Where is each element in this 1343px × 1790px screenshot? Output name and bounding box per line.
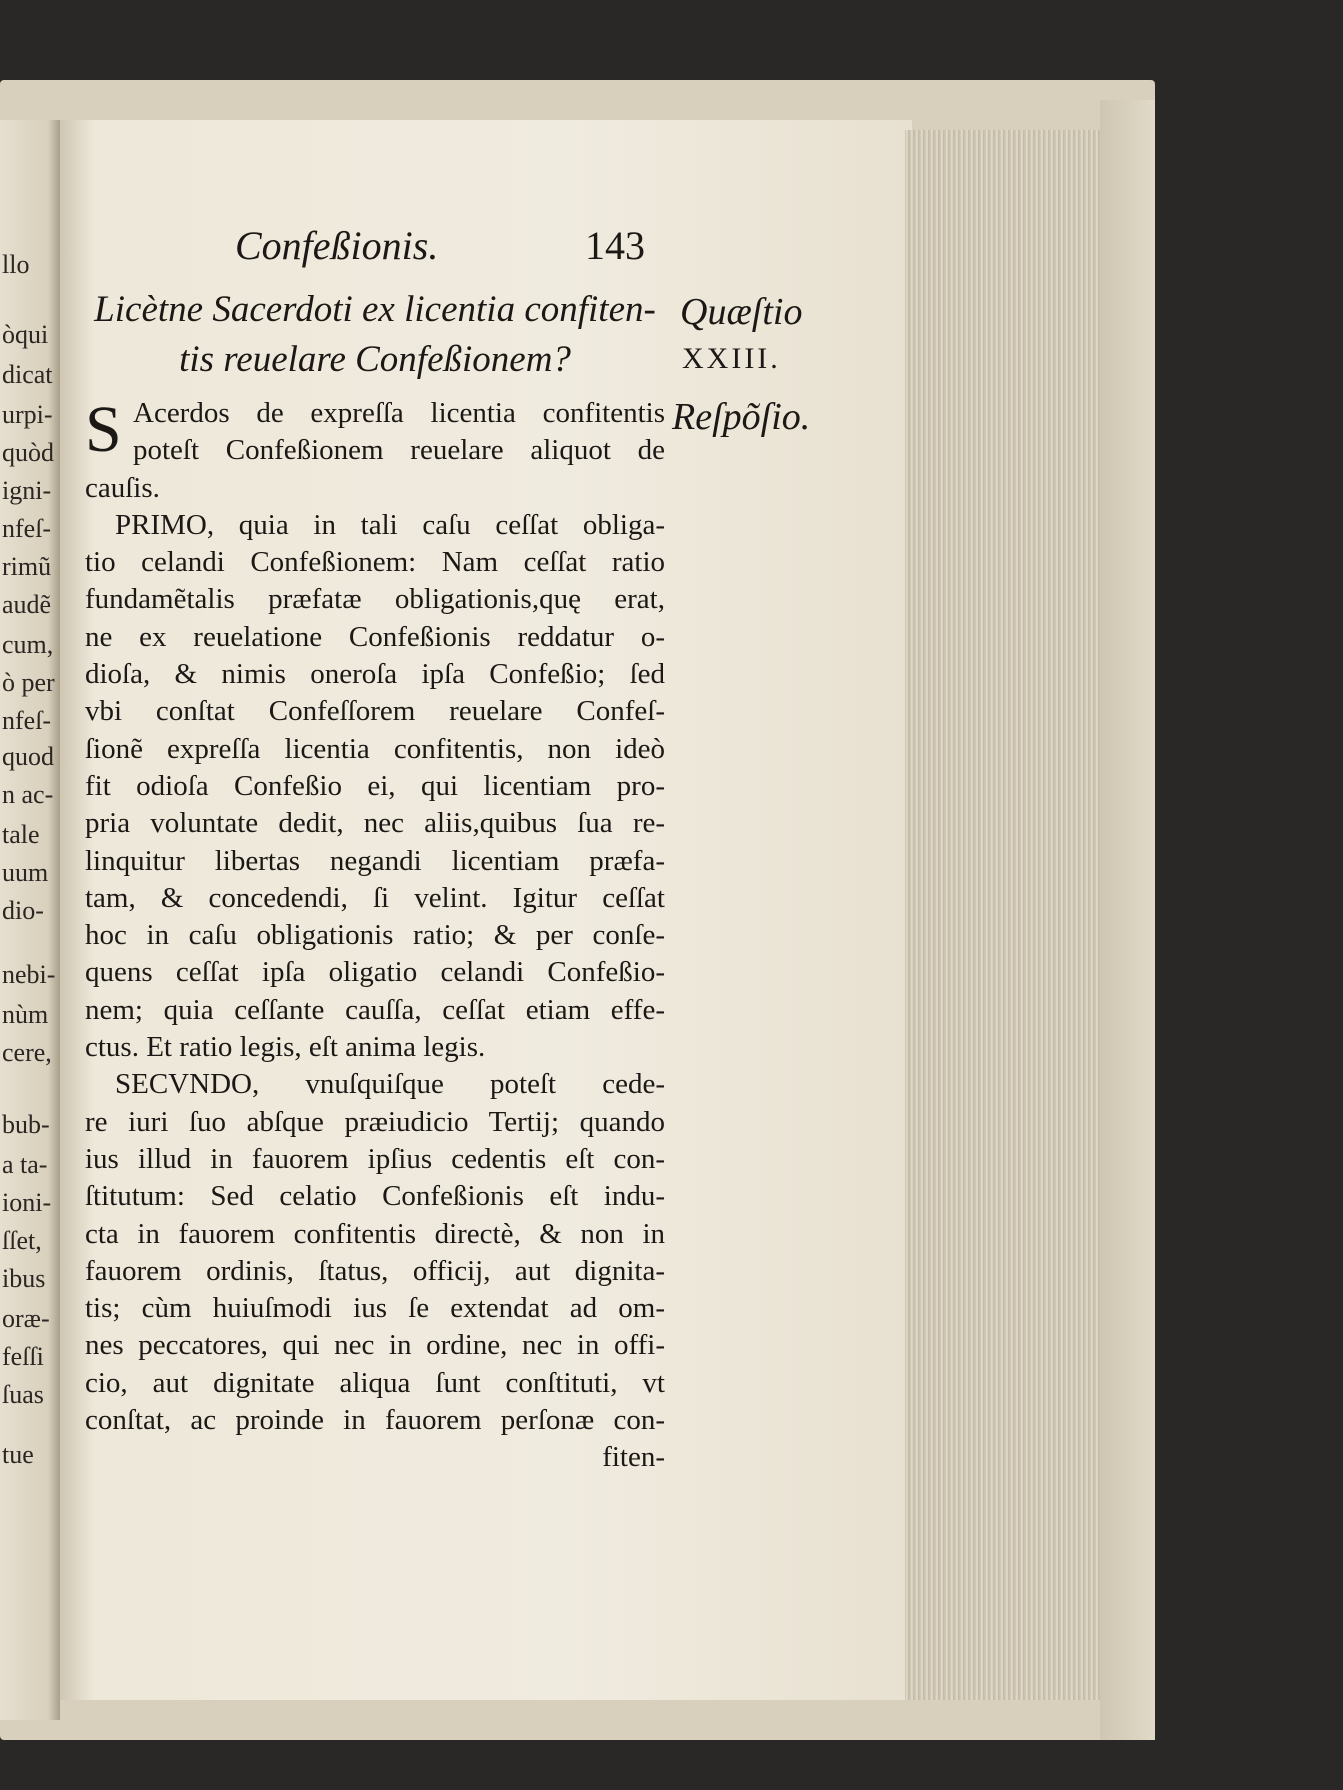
left-page-fragment: quod	[2, 742, 54, 771]
text-line: cta in fauorem confitentis directè, & non in	[85, 1217, 665, 1250]
margin-question-number: XXIII.	[682, 342, 781, 375]
text-line: pria voluntate dedit, nec aliis,quibus ſua re-	[85, 807, 665, 840]
left-page-fragment: n ac-	[2, 780, 54, 809]
left-page-fragment: bub-	[2, 1110, 50, 1139]
text-line: poteſt Confeßionem reuelare aliquot de	[133, 434, 665, 467]
left-page-fragment: urpi-	[2, 400, 53, 429]
text-line: PRIMO, quia in tali caſu ceſſat obliga-	[115, 508, 665, 541]
page-number: 143	[585, 223, 645, 268]
text-line: dioſa, & nimis oneroſa ipſa Confeßio; ſed	[85, 658, 665, 691]
left-page-fragment: rimũ	[2, 552, 52, 581]
text-line: re iuri ſuo abſque præiudicio Tertij; quando	[85, 1105, 665, 1138]
text-line: tis; cùm huiuſmodi ius ſe extendat ad om-	[85, 1292, 665, 1325]
left-page-fragment: òqui	[2, 320, 49, 349]
vellum-cover	[1100, 100, 1155, 1740]
left-page-fragment: cum,	[2, 630, 54, 659]
text-line: ne ex reuelatione Confeßionis reddatur o-	[85, 620, 665, 653]
left-page-fragment: ioni-	[2, 1188, 52, 1217]
text-line: vbi conſtat Confeſſorem reuelare Confeſ-	[85, 695, 665, 728]
text-line: conſtat, ac proinde in fauorem perſonæ con-	[85, 1404, 665, 1437]
question-title-line: Licètne Sacerdoti ex licentia confiten-	[94, 289, 656, 330]
text-line: hoc in caſu obligationis ratio; & per conſe-	[85, 919, 665, 952]
left-page-fragment: oræ-	[2, 1304, 50, 1333]
catchword: fiten-	[602, 1441, 665, 1474]
left-page-fragment: tale	[2, 820, 40, 849]
text-line: ius illud in fauorem ipſius cedentis eſt con-	[85, 1142, 665, 1175]
text-line: tio celandi Confeßionem: Nam ceſſat ratio	[85, 546, 665, 579]
left-page-edge	[0, 120, 60, 1720]
text-line: cio, aut dignitate aliqua ſunt conſtituti, vt	[85, 1366, 665, 1399]
running-title: Confeßionis.	[235, 223, 439, 268]
text-line: fauorem ordinis, ſtatus, officij, aut dignita-	[85, 1254, 665, 1287]
left-page-fragment: uum	[2, 858, 49, 887]
left-page-fragment: feſſi	[2, 1342, 44, 1371]
text-line: SECVNDO, vnuſquiſque poteſt cede-	[115, 1068, 665, 1101]
left-page-fragment: nùm	[2, 1000, 49, 1029]
drop-cap: S	[85, 393, 122, 466]
text-line: quens ceſſat ipſa oligatio celandi Confeßio-	[85, 956, 665, 989]
left-page-fragment: ibus	[2, 1264, 46, 1293]
text-line: linquitur libertas negandi licentiam præfa-	[85, 844, 665, 877]
left-page-fragment: tue	[2, 1440, 34, 1469]
margin-response-label: Reſpõſio.	[672, 396, 811, 438]
text-line: tam, & concedendi, ſi velint. Igitur ceſſat	[85, 881, 665, 914]
page-fore-edge	[905, 130, 1115, 1700]
text-line: ſionẽ expreſſa licentia confitentis, non ideò	[85, 732, 665, 765]
left-page-fragment: nfeſ-	[2, 514, 52, 543]
left-page-fragment: audẽ	[2, 590, 52, 619]
body-text	[85, 395, 665, 1477]
left-page-fragment: dio-	[2, 896, 44, 925]
question-title-line: tis reuelare Confeßionem?	[179, 339, 571, 380]
text-line: nes peccatores, qui nec in ordine, nec in offi-	[85, 1329, 665, 1362]
margin-question-label: Quæſtio	[680, 291, 803, 333]
left-page-fragment: nfeſ-	[2, 706, 52, 735]
text-line: cauſis.	[85, 471, 160, 504]
left-page-fragment: ò per	[2, 668, 55, 697]
text-line: Acerdos de expreſſa licentia confitentis	[133, 397, 665, 429]
text-line: nem; quia ceſſante cauſſa, ceſſat etiam effe-	[85, 993, 665, 1026]
left-page-fragment: ſſet,	[2, 1226, 42, 1255]
left-page-fragment: dicat	[2, 360, 53, 389]
left-page-fragment: a ta-	[2, 1150, 48, 1179]
text-line: ctus. Et ratio legis, eſt anima legis.	[85, 1031, 486, 1064]
left-page-fragment: nebi-	[2, 960, 56, 989]
left-page-fragment: ſuas	[2, 1380, 44, 1409]
text-line: ſtitutum: Sed celatio Confeßionis eſt indu-	[85, 1180, 665, 1213]
left-page-fragment: llo	[2, 250, 30, 279]
text-line: fit odioſa Confeßio ei, qui licentiam pro-	[85, 769, 665, 802]
left-page-fragment: cere,	[2, 1038, 52, 1067]
text-line: fundamẽtalis præfatæ obligationis,quę erat,	[85, 583, 665, 616]
left-page-fragment: quòd	[2, 438, 54, 467]
left-page-fragment: igni-	[2, 476, 52, 505]
question-title	[85, 285, 665, 385]
